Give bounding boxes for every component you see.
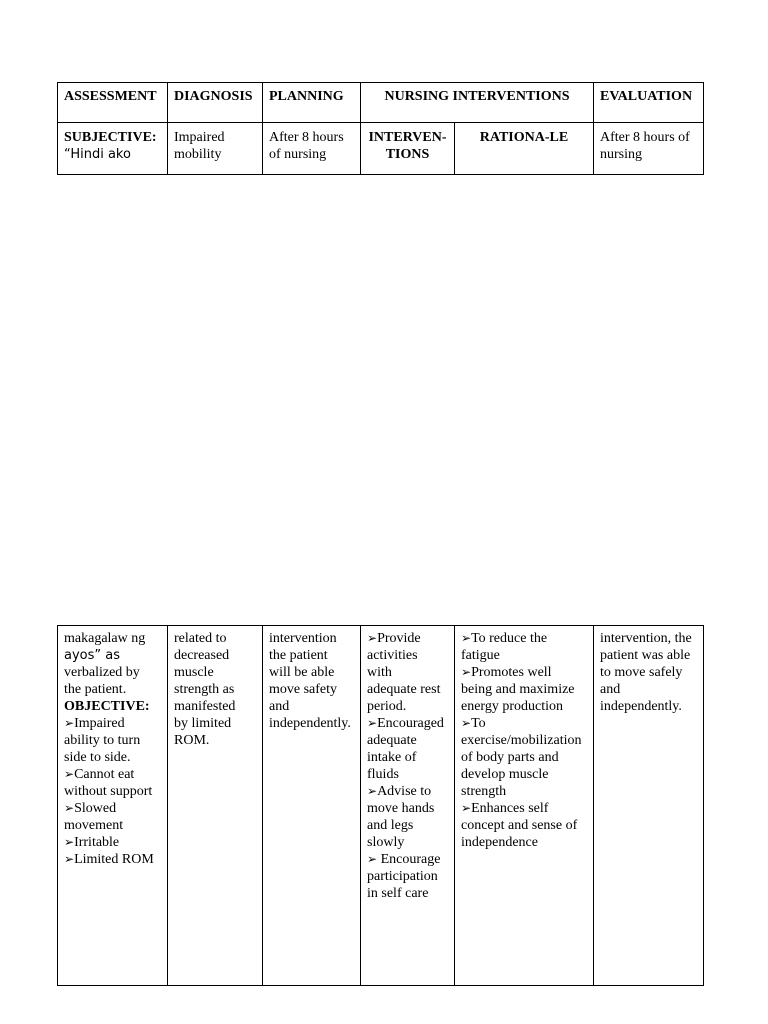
rationale-subheader: RATIONA-LE (455, 123, 594, 175)
first-row (58, 123, 704, 175)
intervention-item: ➢ Encourage (367, 852, 441, 867)
diagnosis-line: muscle (174, 665, 214, 680)
diagnosis-line: mobility (174, 147, 222, 162)
intervention-item: adequate rest (367, 682, 441, 697)
rationale-item: ➢Enhances self (461, 801, 549, 816)
intervention-item: with (367, 665, 392, 680)
planning-cell (263, 123, 361, 175)
rationale-item: being and maximize (461, 682, 575, 697)
continuation-row (58, 626, 704, 986)
objective-item: ➢Slowed (64, 801, 117, 816)
intervention-item: slowly (367, 835, 405, 850)
header-diagnosis: DIAGNOSIS (168, 83, 263, 123)
diagnosis-cell (168, 123, 263, 175)
rationale-item: fatigue (461, 648, 500, 663)
planning-cell (263, 626, 361, 986)
assessment-line: makagalaw ng (64, 631, 146, 646)
interventions-subheader (361, 123, 455, 175)
interventions-subheader-line: TIONS (385, 147, 430, 162)
subjective-label: SUBJECTIVE: (64, 130, 157, 145)
planning-line: and (269, 699, 290, 714)
objective-item: ➢Limited ROM (64, 852, 154, 867)
diagnosis-line: decreased (174, 648, 230, 663)
planning-line: After 8 hours (269, 130, 344, 145)
assessment-cell (58, 626, 168, 986)
header-planning: PLANNING (263, 83, 361, 123)
rationale-item: strength (461, 784, 507, 799)
intervention-item: and legs (367, 818, 414, 833)
rationale-item: ➢To (461, 716, 486, 731)
objective-item: ➢Irritable (64, 835, 120, 850)
intervention-item: adequate (367, 733, 417, 748)
arrow-bullet-icon: ➢ (367, 631, 378, 645)
intervention-item: participation (367, 869, 438, 884)
planning-line: the patient (269, 648, 328, 663)
objective-item: ➢Impaired (64, 716, 125, 731)
intervention-item: ➢Advise to (367, 784, 432, 799)
intervention-item: activities (367, 648, 418, 663)
evaluation-line: independently. (600, 699, 682, 714)
intervention-item: intake of (367, 750, 417, 765)
interventions-cell (361, 626, 455, 986)
arrow-bullet-icon: ➢ (64, 852, 75, 866)
arrow-bullet-icon: ➢ (367, 784, 378, 798)
care-plan-header-table (57, 82, 704, 175)
arrow-bullet-icon: ➢ (461, 631, 472, 645)
objective-item: ➢Cannot eat (64, 767, 135, 782)
evaluation-line: to move safely (600, 665, 683, 680)
objective-item: movement (64, 818, 124, 833)
header-row (58, 83, 704, 123)
arrow-bullet-icon: ➢ (64, 767, 75, 781)
diagnosis-line: by limited (174, 716, 232, 731)
diagnosis-line: related to (174, 631, 227, 646)
intervention-item: ➢Encouraged (367, 716, 444, 731)
planning-line: independently. (269, 716, 351, 731)
planning-line: will be able (269, 665, 335, 680)
rationale-item: exercise/mobilization (461, 733, 582, 748)
intervention-item: ➢Provide (367, 631, 421, 646)
arrow-bullet-icon: ➢ (64, 835, 75, 849)
arrow-bullet-icon: ➢ (64, 716, 75, 730)
intervention-item: in self care (367, 886, 429, 901)
objective-label: OBJECTIVE: (64, 699, 150, 714)
evaluation-cell (594, 123, 704, 175)
diagnosis-line: ROM. (174, 733, 210, 748)
interventions-subheader-line: INTERVEN- (368, 130, 447, 145)
header-evaluation: EVALUATION (594, 83, 704, 123)
header-assessment: ASSESSMENT (58, 83, 168, 123)
objective-item: side to side. (64, 750, 131, 765)
diagnosis-text (174, 630, 256, 749)
objective-item: without support (64, 784, 153, 799)
header-nursing-interventions: NURSING INTERVENTIONS (361, 83, 594, 123)
rationale-item: energy production (461, 699, 563, 714)
evaluation-line: nursing (600, 147, 642, 162)
rationale-item: develop muscle (461, 767, 549, 782)
evaluation-line: patient was able (600, 648, 691, 663)
subjective-quote: “Hindi ako (64, 147, 131, 162)
interventions-list (367, 630, 448, 902)
evaluation-line: and (600, 682, 621, 697)
planning-line: of nursing (269, 147, 327, 162)
arrow-bullet-icon: ➢ (461, 665, 472, 679)
rationale-item: ➢Promotes well (461, 665, 552, 680)
rationale-cell (455, 626, 594, 986)
assessment-line: ayos” as (64, 648, 120, 663)
objective-item: ability to turn (64, 733, 141, 748)
planning-line: intervention (269, 631, 337, 646)
intervention-item: move hands (367, 801, 435, 816)
rationale-item: independence (461, 835, 538, 850)
evaluation-text (600, 630, 697, 715)
assessment-line: the patient. (64, 682, 127, 697)
arrow-bullet-icon: ➢ (367, 852, 378, 866)
rationale-item: concept and sense of (461, 818, 578, 833)
care-plan-continuation-table (57, 625, 704, 986)
intervention-item: period. (367, 699, 407, 714)
planning-text (269, 630, 354, 732)
rationale-item: of body parts and (461, 750, 559, 765)
diagnosis-line: Impaired (174, 130, 225, 145)
rationale-item: ➢To reduce the (461, 631, 548, 646)
arrow-bullet-icon: ➢ (367, 716, 378, 730)
assessment-line: verbalized by (64, 665, 140, 680)
arrow-bullet-icon: ➢ (461, 716, 472, 730)
evaluation-line: intervention, the (600, 631, 692, 646)
rationale-list (461, 630, 587, 851)
evaluation-line: After 8 hours of (600, 130, 690, 145)
diagnosis-line: strength as (174, 682, 235, 697)
arrow-bullet-icon: ➢ (64, 801, 75, 815)
intervention-item: fluids (367, 767, 399, 782)
subjective-cell (58, 123, 168, 175)
evaluation-cell (594, 626, 704, 986)
objective-list (64, 715, 161, 868)
diagnosis-cell (168, 626, 263, 986)
diagnosis-line: manifested (174, 699, 236, 714)
arrow-bullet-icon: ➢ (461, 801, 472, 815)
planning-line: move safety (269, 682, 338, 697)
